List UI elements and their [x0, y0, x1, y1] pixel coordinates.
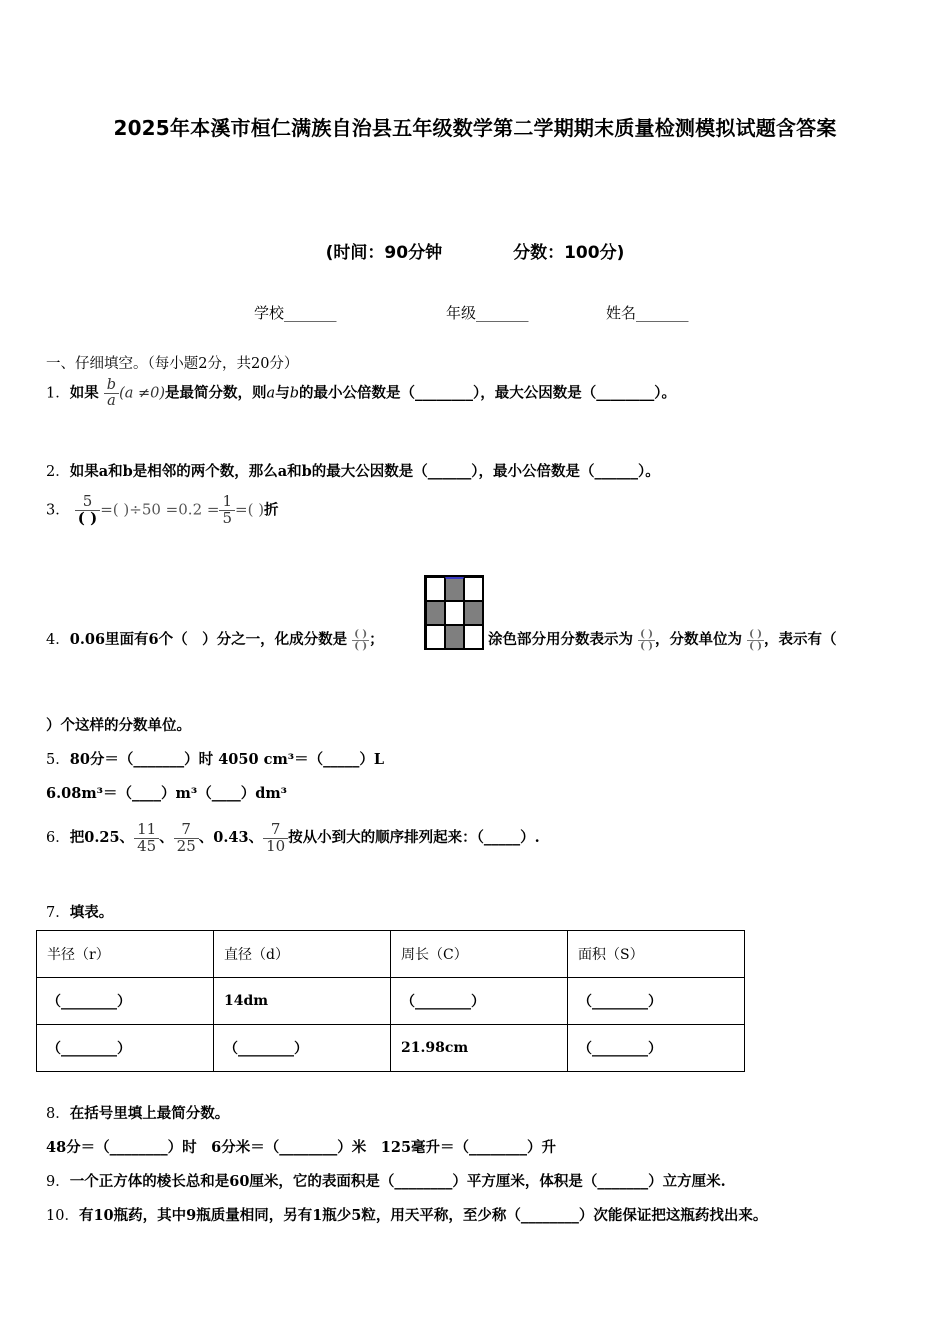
grid-cell — [426, 577, 445, 601]
grid-cell-shaded — [445, 577, 464, 601]
q1-var-a: a — [266, 385, 276, 402]
question-6 — [46, 815, 540, 861]
fraction-numerator: 11 — [134, 822, 159, 839]
q6-fraction-3 — [263, 819, 288, 855]
fraction-numerator: 7 — [263, 822, 288, 839]
q2-text: 如果a和b是相邻的两个数，那么a和b的最大公因数是（______），最小公倍数是（______）。 — [69, 463, 660, 480]
fraction-numerator: 7 — [174, 822, 199, 839]
question-number: 2． — [46, 464, 70, 480]
school-field[interactable]: 学校_______ — [254, 304, 337, 322]
q1-condition: (a ≠0) — [119, 385, 166, 402]
table-header: 直径（d） — [214, 931, 391, 978]
q3-fraction-2 — [219, 494, 235, 527]
q8-text: 在括号里填上最简分数。 — [69, 1105, 230, 1122]
q5-line-2: 6.08m³＝（____）m³（____）dm³ — [46, 785, 288, 802]
question-number: 4． — [46, 632, 70, 648]
fraction-denominator: ( ) — [640, 640, 654, 652]
q1-fraction — [104, 378, 119, 409]
q4-text-b: 涂色部分用分数表示为 — [488, 631, 633, 648]
q4-blank-fraction-2[interactable] — [638, 629, 655, 652]
q5-line-1: 80分＝（_______）时 4050 cm³＝（_____）L — [69, 751, 385, 768]
fraction-denominator: 25 — [176, 836, 196, 855]
fraction-numerator: 5 — [75, 494, 100, 511]
table-cell: 14dm — [214, 978, 391, 1025]
q4-line-2: ）个这样的分数单位。 — [46, 717, 191, 734]
table-cell[interactable]: （________） — [391, 978, 568, 1025]
question-number: 5． — [46, 752, 70, 768]
section-heading: 一、仔细填空。（每小题2分，共20分） — [46, 356, 299, 372]
fraction-denominator: ( ) — [77, 508, 98, 527]
q8-line-2: 48分＝（________）时 6分米＝（________）米 125毫升＝（________）升 — [46, 1139, 557, 1156]
grid-cell — [426, 625, 445, 649]
grid-cell-shaded — [426, 601, 445, 625]
q1-text-a: 如果 — [69, 384, 99, 402]
exam-time-score: (时间：90分钟 分数：100分) — [325, 243, 625, 263]
q1-var-b: b — [289, 385, 299, 402]
q1-text-c: 与 — [275, 384, 290, 402]
grade-field[interactable]: 年级_______ — [446, 304, 529, 322]
question-10 — [46, 1204, 767, 1225]
fraction-denominator: 5 — [222, 508, 232, 527]
fraction-numerator: b — [104, 378, 119, 394]
question-number: 1． — [46, 385, 70, 402]
table-row — [37, 1025, 745, 1072]
q1-text-d: 的最小公倍数是（________），最大公因数是（________）。 — [299, 384, 676, 402]
question-4-continued — [488, 610, 837, 670]
grid-cell-shaded — [464, 601, 483, 625]
question-7 — [46, 901, 113, 922]
table-header: 周长（C） — [391, 931, 568, 978]
q6-fraction-2 — [174, 819, 199, 855]
q1-text-b: 是最简分数，则 — [165, 384, 267, 402]
question-number: 7． — [46, 905, 70, 921]
fraction-denominator: ( ) — [354, 640, 368, 652]
q6-text-b: 、0.43、 — [198, 829, 264, 846]
question-number: 3． — [46, 502, 70, 519]
q6-fraction-1 — [134, 819, 159, 855]
fraction-denominator: 45 — [137, 836, 157, 855]
q3-fraction-1 — [75, 494, 100, 527]
table-cell[interactable]: （________） — [37, 978, 214, 1025]
q7-text: 填表。 — [69, 904, 114, 921]
grid-cell-shaded — [445, 625, 464, 649]
table-header: 半径（r） — [37, 931, 214, 978]
q10-text: 有10瓶药，其中9瓶质量相同，另有1瓶少5粒，用天平称，至少称（________）次能保证把这瓶药找出来。 — [78, 1207, 768, 1224]
table-cell: 21.98cm — [391, 1025, 568, 1072]
q4-text-c: ，分数单位为 — [655, 631, 743, 648]
question-number: 6． — [46, 830, 70, 846]
question-3 — [46, 494, 279, 527]
table-header: 面积（S） — [568, 931, 745, 978]
table-row — [37, 978, 745, 1025]
question-4 — [46, 610, 384, 670]
q6-text-c: 按从小到大的顺序排列起来：（_____）. — [288, 829, 540, 846]
q4-separator: ； — [369, 631, 384, 648]
question-number: 9． — [46, 1174, 70, 1190]
grid-cell — [464, 625, 483, 649]
q9-text: 一个正方体的棱长总和是60厘米，它的表面积是（________）平方厘米，体积是（_______）立方厘米. — [69, 1173, 726, 1190]
question-1 — [46, 378, 676, 409]
table-cell[interactable]: （________） — [568, 978, 745, 1025]
table-header-row — [37, 931, 745, 978]
question-number: 10． — [46, 1208, 79, 1224]
grid-cell — [464, 577, 483, 601]
grid-cell — [445, 601, 464, 625]
question-8 — [46, 1102, 229, 1123]
fraction-denominator: 10 — [266, 836, 286, 855]
q6-text-a: 把0.25、 — [69, 829, 135, 846]
q4-blank-fraction-1[interactable] — [352, 629, 369, 652]
question-9 — [46, 1170, 726, 1191]
page-title: 2025年本溪市桓仁满族自治县五年级数学第二学期期末质量检测模拟试题含答案 — [113, 116, 837, 140]
q6-separator: 、 — [159, 829, 174, 846]
fraction-denominator: ( ) — [749, 640, 763, 652]
shaded-grid-figure — [424, 575, 484, 650]
question-2 — [46, 460, 660, 481]
fraction-numerator: ( ) — [749, 628, 763, 640]
table-cell[interactable]: （________） — [568, 1025, 745, 1072]
q4-text-d: ，表示有（ — [764, 631, 837, 648]
q4-text-a: 0.06里面有6个（ ）分之一，化成分数是 — [69, 631, 348, 648]
table-cell[interactable]: （________） — [214, 1025, 391, 1072]
fraction-numerator: ( ) — [354, 628, 368, 640]
fraction-denominator: a — [107, 393, 116, 410]
circle-table — [36, 930, 745, 1072]
table-cell[interactable]: （________） — [37, 1025, 214, 1072]
q3-tail: 折 — [264, 501, 279, 519]
fraction-numerator: 1 — [219, 494, 235, 511]
q3-equation-1: =( )÷50 =0.2 = — [100, 500, 220, 519]
q3-equation-2: =( ) — [235, 500, 265, 519]
q4-blank-fraction-3[interactable] — [747, 629, 764, 652]
question-5 — [46, 748, 384, 769]
fraction-numerator: ( ) — [640, 628, 654, 640]
name-field[interactable]: 姓名_______ — [606, 304, 689, 322]
question-number: 8． — [46, 1106, 70, 1122]
